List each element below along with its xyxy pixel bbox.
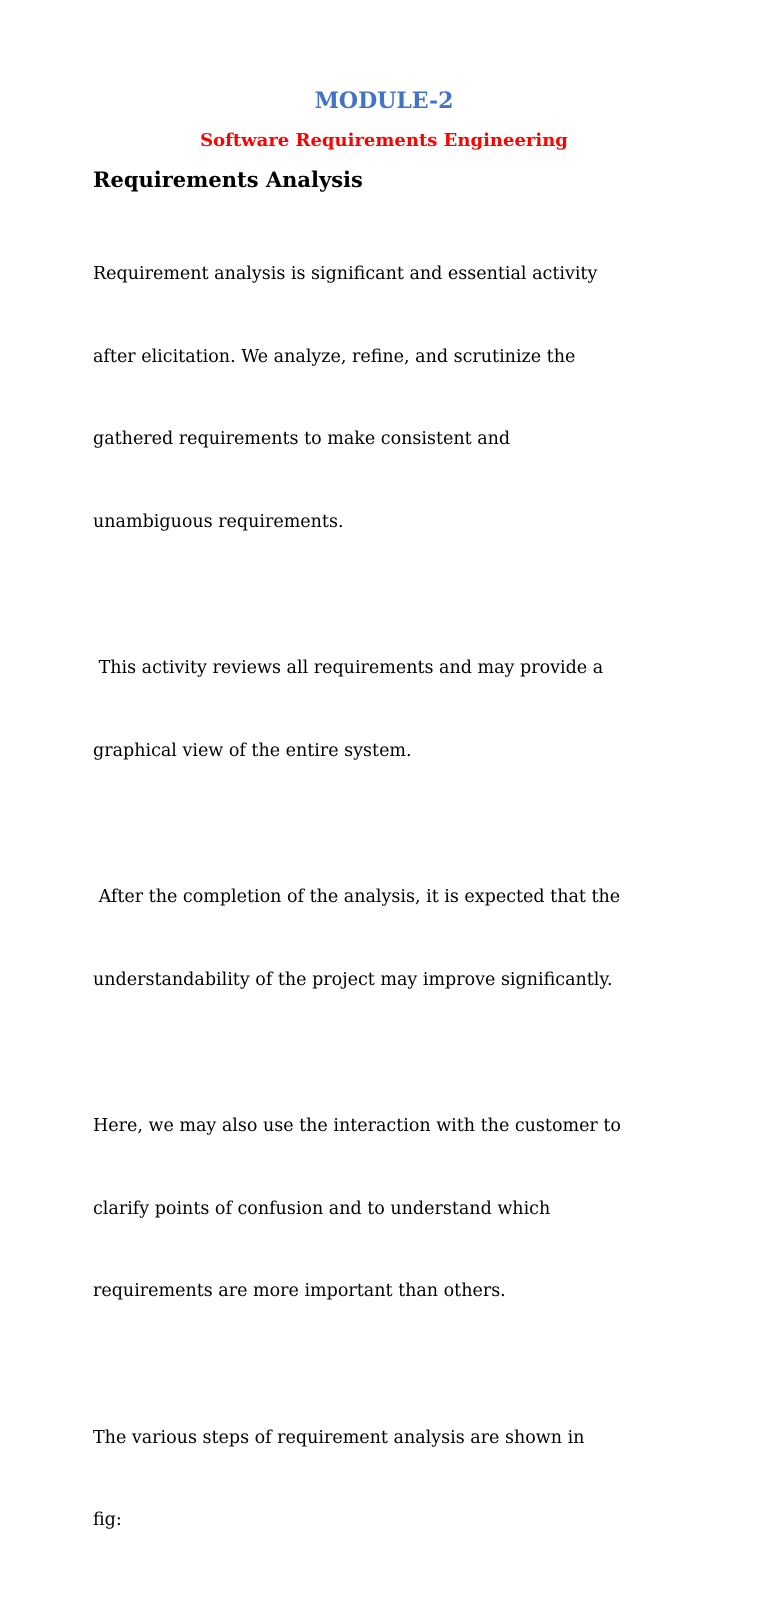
section-heading: Requirements Analysis — [93, 167, 363, 192]
text-line: unambiguous requirements. — [93, 511, 344, 532]
paragraph — [93, 829, 693, 1049]
text-line: fig: — [93, 1510, 122, 1530]
text-line: requirements are more important than others. — [93, 1281, 506, 1301]
text-line: understandability of the project may improve significantly. — [93, 969, 613, 990]
body-text — [93, 206, 693, 1599]
text-line: After the completion of the analysis, it is expected that the — [93, 887, 621, 907]
module-title: MODULE-2 — [314, 88, 454, 114]
text-line: clarify points of confusion and to understand which — [93, 1198, 551, 1219]
text-line: gathered requirements to make consistent and — [93, 429, 511, 449]
paragraph — [93, 206, 693, 591]
text-line: Requirement analysis is significant and essential activity — [93, 264, 598, 284]
text-line: after elicitation. We analyze, refine, and scrutinize the — [93, 346, 576, 367]
paragraph — [93, 1058, 693, 1361]
paragraph — [93, 1370, 693, 1590]
document-subtitle: Software Requirements Engineering — [200, 130, 568, 151]
text-line: This activity reviews all requirements and may provide a — [93, 658, 604, 678]
paragraph — [93, 600, 693, 820]
text-line: graphical view of the entire system. — [93, 740, 412, 761]
text-line: Here, we may also use the interaction with the customer to — [93, 1116, 621, 1136]
text-line: The various steps of requirement analysis are shown in — [93, 1427, 585, 1448]
